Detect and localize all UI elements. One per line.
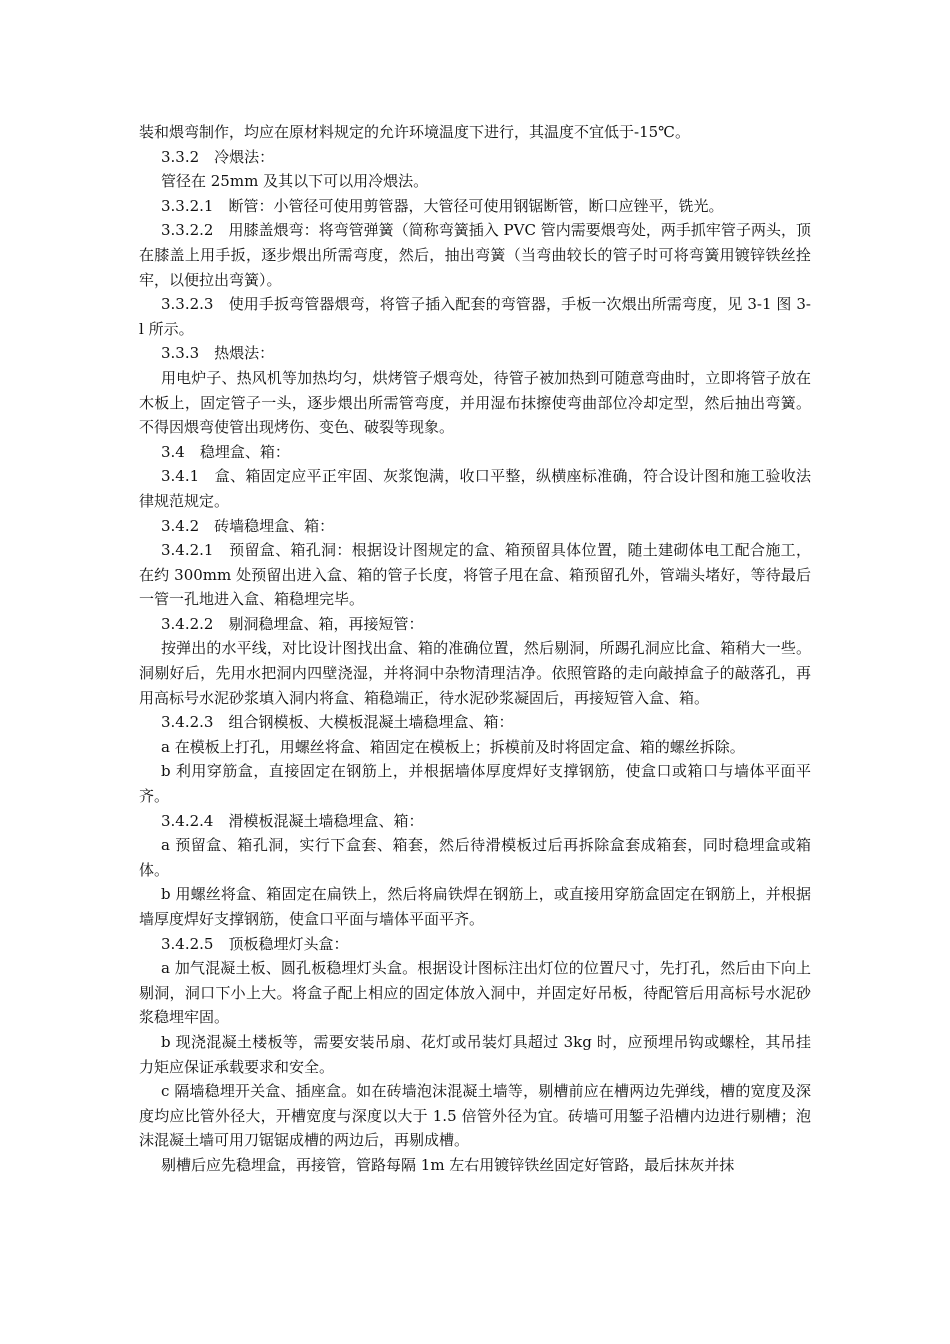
section-heading: 3.3.2 冷煨法： bbox=[161, 147, 275, 166]
paragraph: 装和煨弯制作，均应在原材料规定的允许环境温度下进行，其温度不宜低于-15℃。 bbox=[139, 123, 690, 141]
section-heading: 3.4.2.3 组合钢模板、大模板混凝土墙稳埋盒、箱： bbox=[161, 713, 514, 732]
section-heading: 3.4 稳埋盒、箱： bbox=[161, 442, 290, 461]
list-item: c 隔墙稳埋开关盒、插座盒。如在砖墙泡沫混凝土墙等，剔槽前应在槽两边先弹线，槽的宽度及深度均应比管外径大，开槽宽度与深度以大于 1.5 倍管外径为宜。砖墙可用錾子沿槽内边进行剔槽；泡沫混凝土墙可用刀锯锯成槽的两边后，再剔成槽。 bbox=[139, 1082, 811, 1150]
list-item: a 加气混凝土板、圆孔板稳埋灯头盒。根据设计图标注出灯位的位置尺寸，先打孔，然后由下向上剔洞，洞口下小上大。将盒子配上相应的固定体放入洞中，并固定好吊板，待配管后用高标号水泥砂浆稳埋牢固。 bbox=[139, 959, 811, 1027]
section-heading: 3.4.2 砖墙稳埋盒、箱： bbox=[161, 516, 335, 535]
list-item: a 预留盒、箱孔洞，实行下盒套、箱套，然后待滑模板过后再拆除盒套成箱套，同时稳埋盒或箱体。 bbox=[139, 836, 811, 879]
section-heading: 3.4.2.2 剔洞稳埋盒、箱，再接短管： bbox=[161, 614, 424, 633]
paragraph: 3.3.2.3 使用手扳弯管器煨弯，将管子插入配套的弯管器，手板一次煨出所需弯度，见 3-1 图 3-l 所示。 bbox=[139, 295, 811, 338]
list-item: a 在模板上打孔，用螺丝将盒、箱固定在模板上；拆模前及时将固定盒、箱的螺丝拆除。 bbox=[161, 737, 745, 756]
paragraph: 3.3.2.1 断管：小管径可使用剪管器，大管径可使用钢锯断管，断口应锉平，铣光。 bbox=[161, 196, 724, 215]
paragraph: 按弹出的水平线，对比设计图找出盒、箱的准确位置，然后剔洞，所踢孔洞应比盒、箱稍大一些。洞剔好后，先用水把洞内四壁浇湿，并将洞中杂物清理洁净。依照管路的走向敲掉盒子的敲落孔，再用高标号水泥砂浆填入洞内将盒、箱稳端正，待水泥砂浆凝固后，再接短管入盒、箱。 bbox=[139, 639, 811, 707]
paragraph: 管径在 25mm 及其以下可以用冷煨法。 bbox=[161, 172, 429, 191]
paragraph: 3.4.2.1 预留盒、箱孔洞：根据设计图规定的盒、箱预留具体位置，随土建砌体电工配合施工，在约 300mm 处预留出进入盒、箱的管子长度，将管子甩在盒、箱预留孔外，管端头堵好，等待最后一管一孔地进入盒、箱稳埋完毕。 bbox=[139, 541, 811, 609]
paragraph: 用电炉子、热风机等加热均匀，烘烤管子煨弯处，待管子被加热到可随意弯曲时，立即将管子放在木板上，固定管子一头，逐步煨出所需管弯度，并用湿布抹擦使弯曲部位冷却定型，然后抽出弯簧。不得因煨弯使管出现烤伤、变色、破裂等现象。 bbox=[139, 368, 811, 437]
list-item: b 现浇混凝土楼板等，需要安装吊扇、花灯或吊装灯具超过 3kg 时，应预埋吊钩或螺栓，其吊挂力矩应保证承载要求和安全。 bbox=[139, 1032, 811, 1076]
list-item: b 用螺丝将盒、箱固定在扁铁上，然后将扁铁焊在钢筋上，或直接用穿筋盒固定在钢筋上，并根据墙厚度焊好支撑钢筋，使盒口平面与墙体平面平齐。 bbox=[139, 885, 811, 928]
section-heading: 3.3.3 热煨法： bbox=[161, 344, 275, 363]
list-item: b 利用穿筋盒，直接固定在钢筋上，并根据墙体厚度焊好支撑钢筋，使盒口或箱口与墙体平面平齐。 bbox=[139, 762, 811, 806]
section-heading: 3.4.2.5 顶板稳埋灯头盒： bbox=[161, 934, 349, 953]
section-heading: 3.4.2.4 滑模板混凝土墙稳埋盒、箱： bbox=[161, 811, 424, 830]
paragraph: 3.4.1 盒、箱固定应平正牢固、灰浆饱满，收口平整，纵横座标准确，符合设计图和施工验收法律规范规定。 bbox=[139, 467, 811, 510]
document-page bbox=[139, 120, 811, 1178]
paragraph: 剔槽后应先稳埋盒，再接管，管路每隔 1m 左右用镀锌铁丝固定好管路，最后抹灰并抹 bbox=[161, 1155, 735, 1174]
paragraph: 3.3.2.2 用膝盖煨弯：将弯管弹簧（简称弯簧插入 PVC 管内需要煨弯处，两手抓牢管子两头，顶在膝盖上用手扳，逐步煨出所需弯度，然后，抽出弯簧（当弯曲较长的管子时可将弯簧用镀锌铁丝拴牢，以便拉出弯簧）。 bbox=[139, 221, 811, 289]
